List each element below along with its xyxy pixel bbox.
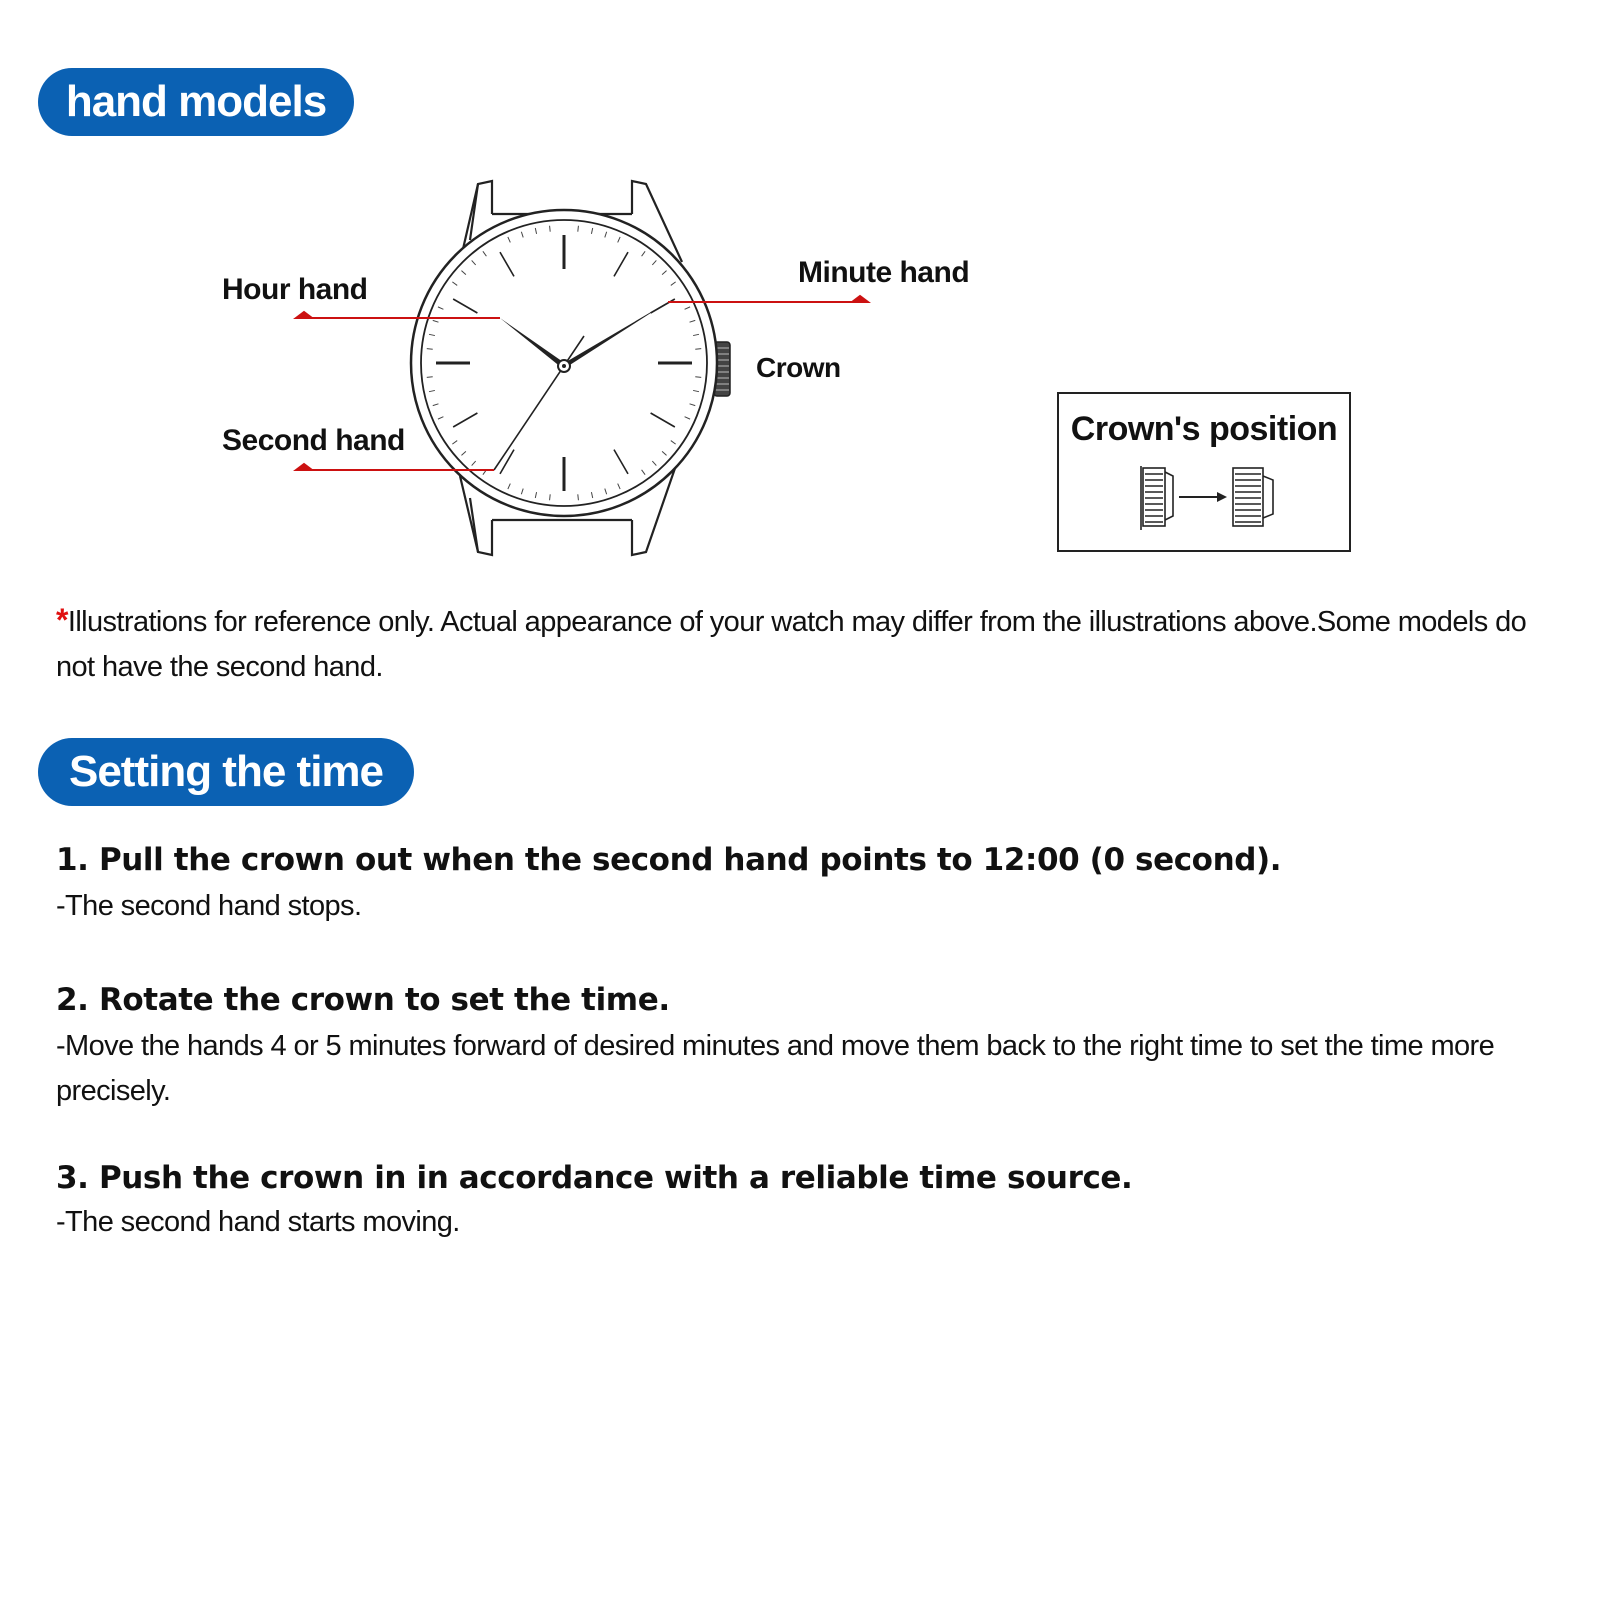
crown-position-title: Crown's position bbox=[1070, 410, 1338, 448]
arrow-right-icon bbox=[1179, 492, 1227, 502]
minute-tick bbox=[695, 377, 701, 378]
step-3-title: 3. Push the crown in in accordance with a reliable time source. bbox=[56, 1160, 1133, 1196]
label-second-hand: Second hand bbox=[222, 424, 405, 457]
minute-tick bbox=[427, 377, 433, 378]
crown-out-icon bbox=[1233, 468, 1273, 526]
minute-tick bbox=[578, 226, 579, 232]
crown-in-icon bbox=[1141, 466, 1173, 530]
section-header-setting-time bbox=[38, 738, 414, 806]
note-text: Illustrations for reference only. Actual appearance of your watch may differ from the illustrations above.Some models do not have the second hand. bbox=[56, 606, 1527, 683]
label-hour-hand: Hour hand bbox=[222, 273, 368, 306]
minute-tick bbox=[550, 226, 551, 232]
minute-tick bbox=[550, 494, 551, 500]
minute-tick bbox=[427, 349, 433, 350]
section-title: Setting the time bbox=[68, 747, 384, 796]
minute-tick bbox=[695, 349, 701, 350]
step-2-title: 2. Rotate the crown to set the time. bbox=[56, 982, 670, 1018]
step-2-desc: -Move the hands 4 or 5 minutes forward of desired minutes and move them back to the right time to set the time more precisely. bbox=[56, 1030, 1495, 1107]
note-star: * bbox=[56, 602, 68, 638]
step-1-desc: -The second hand stops. bbox=[56, 890, 362, 922]
crown-pull-icon bbox=[1129, 460, 1279, 534]
minute-tick bbox=[578, 494, 579, 500]
label-crown: Crown bbox=[756, 352, 841, 383]
label-minute-hand: Minute hand bbox=[798, 256, 970, 289]
disclaimer-note bbox=[56, 598, 1556, 690]
step-1-title: 1. Pull the crown out when the second hand points to 12:00 (0 second). bbox=[56, 842, 1282, 878]
step-3-desc: -The second hand starts moving. bbox=[56, 1206, 460, 1238]
section-title: hand models bbox=[65, 77, 327, 126]
crown-position-box bbox=[1057, 392, 1351, 552]
